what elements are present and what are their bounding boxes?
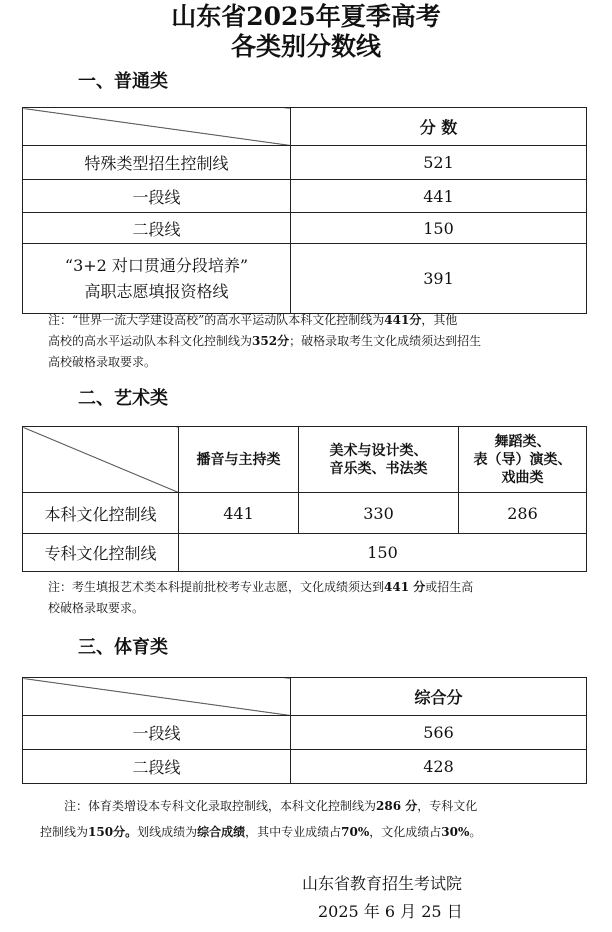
row-score: 441 [291, 180, 587, 213]
issuing-organization: 山东省教育招生考试院 [302, 874, 463, 893]
row-label: 二段线 [23, 213, 291, 244]
row-score: 566 [291, 716, 587, 750]
table-row [23, 244, 587, 314]
diagonal-header-cell [23, 108, 291, 146]
row-score: 428 [291, 750, 587, 784]
table-row [23, 750, 587, 784]
score-column-header: 分 数 [291, 108, 587, 146]
general-note: 注：“世界一流大学建设高校”的高水平运动队本科文化控制线为441分，其他 高校的高水平运动队本科文化控制线为352分；破格录取考生文化成绩须达到招生 高校破格录取要求。 [48, 313, 482, 369]
row-label: 二段线 [23, 750, 291, 784]
row-score: 441 [179, 493, 299, 534]
art-col-header-dance: 舞蹈类、 表（导）演类、 戏曲类 [459, 427, 587, 493]
row-score: 521 [291, 146, 587, 180]
row-score: 150 [291, 213, 587, 244]
section-art-heading: 二、艺术类 [78, 388, 168, 409]
general-score-table [22, 107, 587, 314]
row-score: 391 [291, 244, 587, 314]
sports-note: 注：体育类增设本专科文化录取控制线，本科文化控制线为286 分，专科文化 控制线为150分。划线成绩为综合成绩，其中专业成绩占70%，文化成绩占30%。 [40, 799, 482, 839]
art-note: 注：考生填报艺术类本科提前批校考专业志愿，文化成绩须达到441 分或招生高 校破格录取要求。 [48, 580, 474, 615]
row-label: 一段线 [23, 716, 291, 750]
table-row [23, 534, 587, 572]
art-col-header-broadcast: 播音与主持类 [179, 427, 299, 493]
section-general-heading: 一、普通类 [78, 71, 168, 92]
row-label-line1: “3+2 对口贯通分段培养” [64, 255, 249, 275]
document-title-line1: 山东省2025年夏季高考 [171, 2, 441, 31]
row-score: 330 [299, 493, 459, 534]
row-score: 286 [459, 493, 587, 534]
table-row [23, 146, 587, 180]
table-row [23, 180, 587, 213]
document-title-line2: 各类别分数线 [230, 32, 381, 61]
row-label: 特殊类型招生控制线 [23, 146, 291, 180]
row-label: 专科文化控制线 [23, 534, 179, 572]
diagonal-header-cell [23, 427, 179, 493]
row-label-multiline [23, 244, 291, 314]
art-col-header-fine-arts: 美术与设计类、 音乐类、书法类 [299, 427, 459, 493]
table-row [23, 716, 587, 750]
row-label: 一段线 [23, 180, 291, 213]
row-label: 本科文化控制线 [23, 493, 179, 534]
issue-date: 2025 年 6 月 25 日 [318, 902, 463, 921]
table-row [23, 493, 587, 534]
section-sports-heading: 三、体育类 [78, 637, 168, 658]
art-score-table [22, 426, 587, 572]
row-score: 150 [179, 534, 587, 572]
composite-score-header: 综合分 [291, 678, 587, 716]
row-label-line2: 高职志愿填报资格线 [84, 281, 229, 301]
sports-score-table [22, 677, 587, 784]
table-row [23, 213, 587, 244]
diagonal-header-cell [23, 678, 291, 716]
